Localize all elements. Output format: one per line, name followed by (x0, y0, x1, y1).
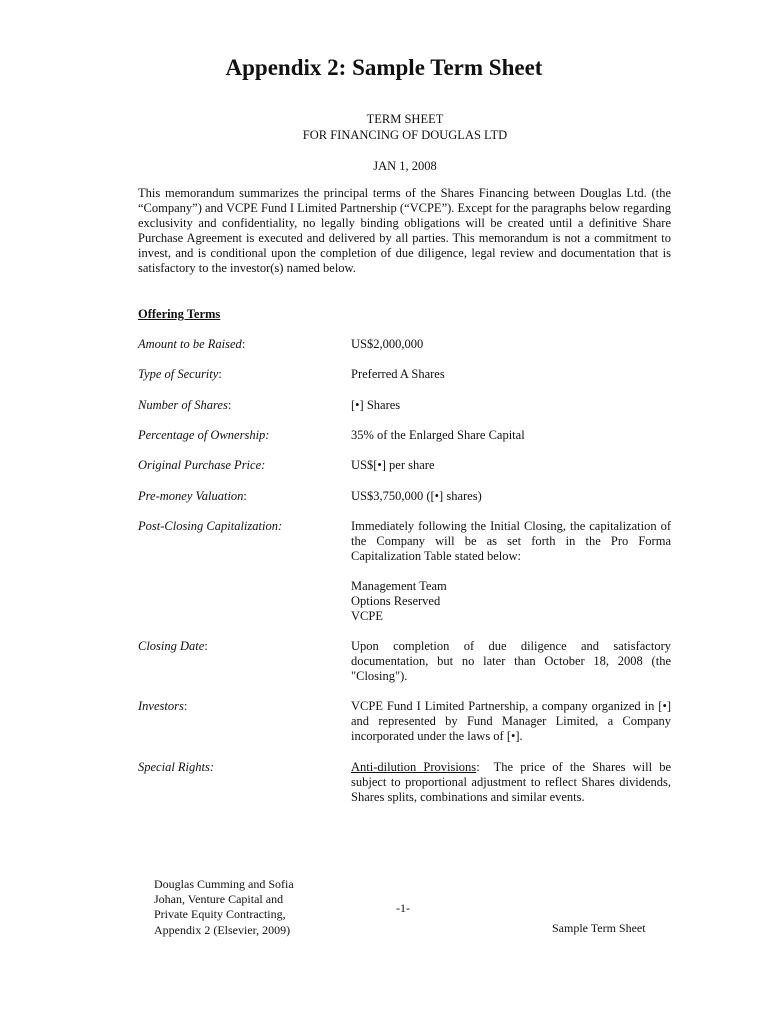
cap-table-item: VCPE (351, 609, 383, 624)
term-label-ownership (138, 428, 269, 443)
term-label-colon: : (243, 489, 247, 503)
term-label-pre-money (138, 489, 247, 504)
footer-citation-line: Private Equity Contracting, (154, 907, 286, 922)
cap-table-item: Options Reserved (351, 594, 441, 609)
footer-citation (154, 877, 294, 938)
footer-citation-line: Douglas Cumming and Sofia (154, 877, 294, 891)
footer-citation-line: Johan, Venture Capital and (154, 892, 284, 907)
anti-dilution-colon: : (476, 760, 480, 774)
term-label-text: Closing Date (138, 639, 205, 653)
term-sheet-heading: TERM SHEET (366, 112, 444, 126)
term-sheet-date: JAN 1, 2008 (373, 159, 437, 173)
term-label-text: Post-Closing Capitalization: (138, 519, 283, 533)
page-title: Appendix 2: Sample Term Sheet (225, 55, 543, 80)
term-value-closing-date: Upon completion of due diligence and satisfactory documentation, but no later than October 18, 2008 (the "Closing"). (351, 639, 671, 684)
term-label-text: Type of Security (138, 367, 219, 381)
footer-document-title: Sample Term Sheet (552, 921, 646, 935)
term-value-number-of-shares: [•] Shares (351, 398, 401, 412)
term-label-text: Number of Shares (138, 398, 228, 412)
term-label-post-closing (138, 519, 282, 534)
term-label-amount (138, 337, 245, 352)
term-value-post-closing: Immediately following the Initial Closing, the capitalization of the Company will be as set forth in the Pro Forma Capitalization Table stated below: (351, 519, 671, 564)
term-value-investors: VCPE Fund I Limited Partnership, a company organized in [•] and represented by Fund Manager Limited, a Company incorporated under the laws of [•]. (351, 699, 671, 744)
term-label-closing-date (138, 639, 208, 654)
term-label-colon: : (241, 337, 246, 351)
term-label-purchase-price (138, 458, 265, 473)
term-label-number-of-shares (138, 398, 231, 413)
intro-paragraph: This memorandum summarizes the principal terms of the Shares Financing between Douglas Ltd. (the “Company”) and VCPE Fund I Limited Partnership (“VCPE”). Except for the paragraphs below regarding exclusivity and confidentiality, no legally binding obligations will be created until a definitive Share Purchase Agreement is executed and delivered by all parties. This memorandum is not a commitment to invest, and is conditional upon the completion of due diligence, legal review and documentation that is satisfactory to the investor(s) named below. (138, 186, 671, 276)
page-number: -1- (396, 901, 410, 915)
cap-table-list (351, 579, 671, 624)
anti-dilution-heading: Anti-dilution Provisions (351, 760, 477, 774)
term-value-pre-money: US$3,750,000 ([•] shares) (351, 489, 482, 503)
term-value-amount: US$2,000,000 (351, 337, 424, 351)
anti-dilution-text: The price of the Shares will be subject to proportional adjustment to reflect Shares dividends, Shares splits, combinations and similar events. (351, 760, 675, 805)
term-value-security-type: Preferred A Shares (351, 367, 445, 381)
cap-table-item: Management Team (351, 579, 447, 593)
term-label-investors (138, 699, 187, 714)
section-heading-offering-terms: Offering Terms (138, 307, 221, 321)
term-label-colon: : (204, 639, 208, 653)
term-label-text: Amount to be Raised (138, 337, 242, 351)
term-sheet-subheading: FOR FINANCING OF DOUGLAS LTD (302, 128, 508, 142)
term-label-security-type (138, 367, 222, 382)
term-label-text: Pre-money Valuation (138, 489, 244, 503)
footer-citation-line: Appendix 2 (Elsevier, 2009) (154, 922, 291, 937)
term-label-text: Special Rights: (138, 760, 215, 774)
term-value-ownership: 35% of the Enlarged Share Capital (351, 428, 525, 442)
term-label-colon: : (183, 699, 188, 713)
term-label-text: Original Purchase Price: (138, 458, 266, 472)
term-label-text: Percentage of Ownership: (138, 428, 270, 442)
term-label-text: Investors (138, 699, 184, 713)
term-label-colon: : (218, 367, 222, 381)
term-label-special-rights (138, 760, 214, 775)
term-value-special-rights (351, 760, 675, 805)
term-value-purchase-price: US$[•] per share (351, 458, 435, 472)
term-label-colon: : (227, 398, 232, 412)
